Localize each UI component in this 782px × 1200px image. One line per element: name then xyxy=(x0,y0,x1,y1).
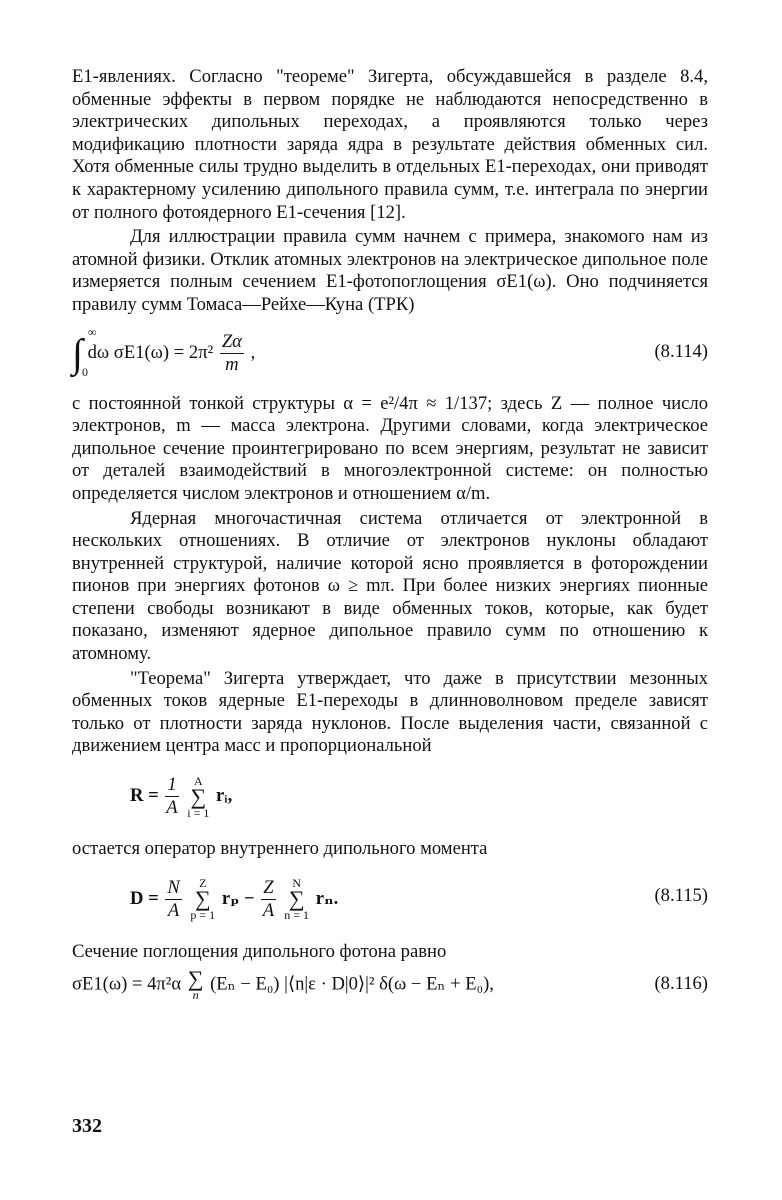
equation-number: (8.116) xyxy=(654,973,708,995)
paragraph-2: Для иллюстрации правила сумм начнем с примера, знакомого нам из атомной физики. Отклик атомных электронов на электрическое дипольное поле измеряется полным сечением Е1-фотопоглощения σE1(ω). Оно подчиняется правилу сумм Томаса—Рейхе—Куна (ТРК) xyxy=(72,226,708,315)
page-body xyxy=(72,66,708,1023)
equation-8-115: D = $\frac{N}{A}$ Z ∑ p = 1 rₚ − $\frac{Z}{A}$ N ∑ n = 1 rₙ. (8.115) xyxy=(130,876,708,923)
integrand: dω σE1(ω) = 2π² xyxy=(87,341,214,363)
sum-symbol: A ∑ i = 1 xyxy=(187,773,210,820)
equation-number: (8.115) xyxy=(654,884,708,906)
fraction-z-alpha-over-m: $\frac{Z\alpha}{m}$ xyxy=(221,330,242,375)
paragraph-4: Ядерная многочастичная система отличается от электронной в нескольких отношениях. В отличие от электронов нуклоны обладают внутренней структурой, наличие которой ясно проявляется в фоторождении пионов при энергиях фотонов ω ≥ mπ. При более низких энергиях пионные степени свободы возникают в виде обменных токов, которые, как будет показано, изменяют ядерное дипольное правило сумм по отношению к атомному. xyxy=(72,507,708,665)
page-number: 332 xyxy=(72,1115,102,1137)
integral-sign: ∫ xyxy=(72,330,83,376)
paragraph-6: остается оператор внутреннего дипольного момента xyxy=(72,838,488,860)
equation-number: (8.114) xyxy=(654,340,708,362)
integral-lower-limit: 0 xyxy=(82,364,88,379)
paragraph-3: с постоянной тонкой структуры α = e²/4π ≈ 1/137; здесь Z — полное число электронов, m — масса электрона. Другими словами, когда электрическое дипольное сечение проинтегрировано по всем энергиям, результат не зависит от деталей взаимодействий в многоэлектронной системе: он полностью определяется числом электронов и отношением α/m. xyxy=(72,392,708,504)
equation-8-116: σE1(ω) = 4π²α ∑ n (Eₙ − E₀) |⟨n|ε · D|0⟩|² δ(ω − Eₙ + E₀), (8.116) xyxy=(72,966,708,1003)
paragraph-1: Е1-явлениях. Согласно "теореме" Зигерта, обсуждавшейся в разделе 8.4, обменные эффекты в первом порядке не наблюдаются непосредственно в электрических дипольных переходах, а проявляются только через модификацию плотности заряда ядра в результате действия обменных сил. Хотя обменные силы трудно выделить в отдельных Е1-переходах, они приводят к характерному усилению дипольного правила сумм, т.е. интеграла по энергии от полного фотоядерного Е1-сечения [12]. xyxy=(72,66,708,223)
paragraph-5: "Теорема" Зигерта утверждает, что даже в присутствии мезонных обменных токов ядерные Е1-переходы в длинноволновом пределе зависят только от плотности заряда нуклонов. После выделения части, связанной с движением центра масс и пропорциональной xyxy=(72,667,708,757)
sum-symbol: ∑ n xyxy=(187,966,204,1003)
integral-upper-limit: ∞ xyxy=(88,324,97,339)
equation-center-of-mass: R = $\frac{1}{A}$ A ∑ i = 1 rᵢ, xyxy=(130,773,233,820)
equation-8-114: ∫ ∞ 0 dω σE1(ω) = 2π² $\frac{Z\alpha}{m}$ , (8.114) xyxy=(72,324,708,379)
paragraph-7: Сечение поглощения дипольного фотона равно xyxy=(72,940,447,962)
